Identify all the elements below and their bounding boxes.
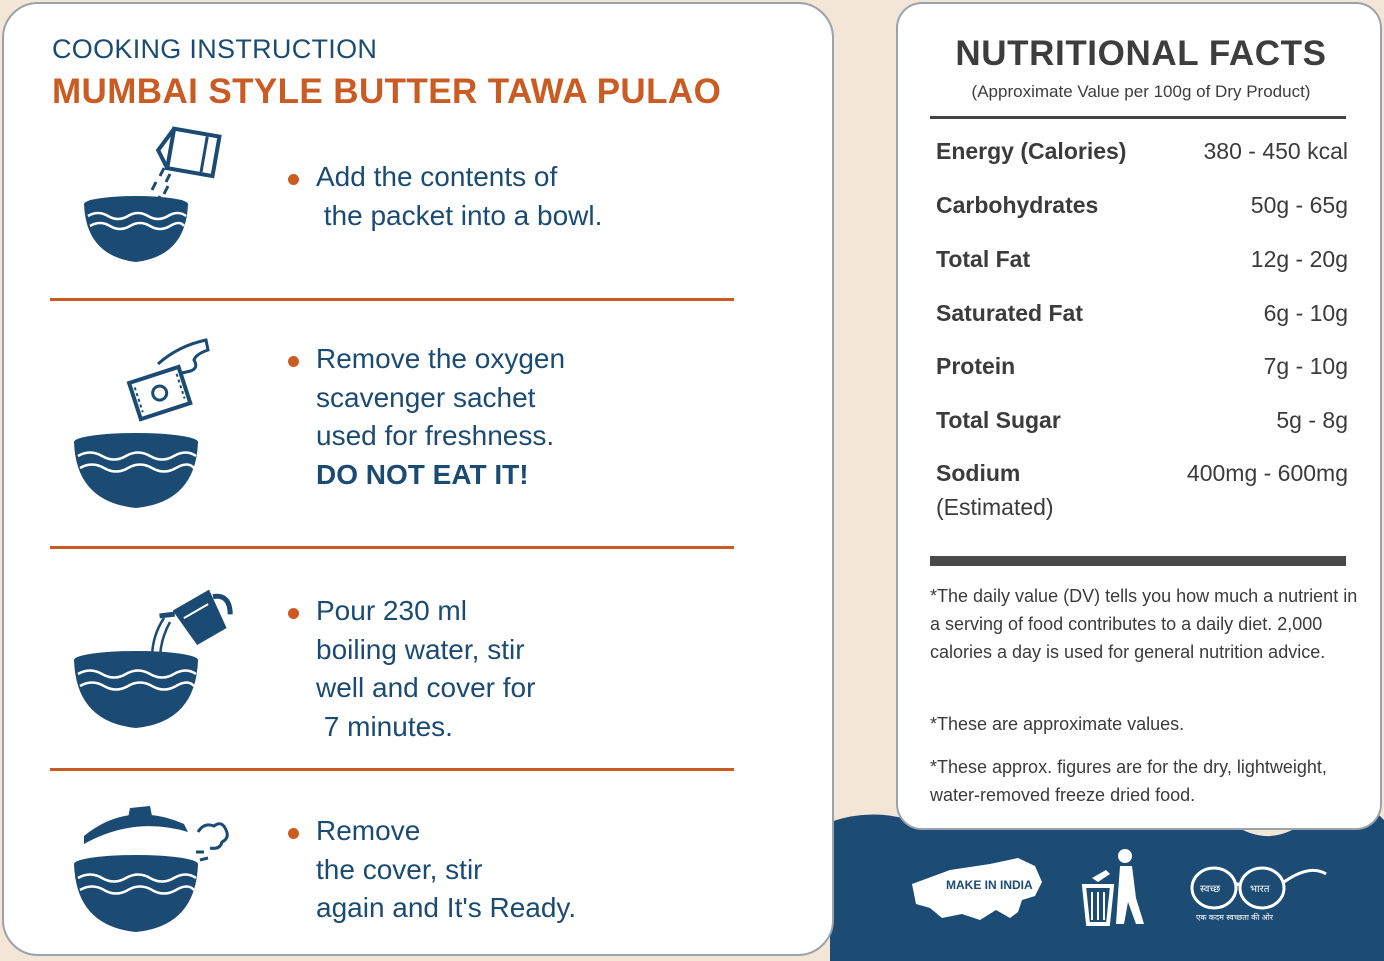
warning-text: DO NOT EAT IT! — [316, 458, 529, 490]
step-divider — [50, 546, 734, 549]
make-in-india-logo — [912, 858, 1042, 920]
logo-band — [830, 812, 1384, 961]
nutrient-value: 7g - 10g — [1263, 353, 1348, 379]
svg-text:MAKE IN INDIA: MAKE IN INDIA — [946, 878, 1033, 892]
step-bullet — [288, 174, 299, 185]
step-text: Remove the cover, stir again and It's Ready. — [316, 815, 577, 923]
svg-text:स्वच्छ: स्वच्छ — [1200, 884, 1221, 895]
nutrient-value: 380 - 450 kcal — [1203, 138, 1348, 164]
nutrient-value: 400mg - 600mg — [1186, 460, 1348, 486]
step-text: Add the contents of the packet into a bowl. — [316, 161, 603, 231]
nutrient-name: Total Fat — [936, 246, 1031, 272]
swachh-bharat-logo — [1192, 868, 1326, 922]
step-bullet — [288, 356, 299, 367]
step-bullet — [288, 608, 299, 619]
nutrient-subnote: (Estimated) — [936, 494, 1054, 520]
cooking-instruction-card — [2, 2, 834, 956]
nutrient-name: Energy (Calories) — [936, 138, 1127, 164]
nutrition-note-approx: *These are approximate values. — [930, 714, 1185, 734]
nutrition-note-dry: *These approx. figures are for the dry, lightweight, water-removed freeze dried food. — [930, 757, 1327, 805]
nutrition-subtitle: (Approximate Value per 100g of Dry Product) — [971, 82, 1311, 101]
nutrient-value: 5g - 8g — [1276, 407, 1348, 433]
step-divider — [50, 768, 734, 771]
pour-water-icon — [68, 584, 238, 734]
nutrient-value: 6g - 10g — [1263, 300, 1348, 326]
nutrient-name: Carbohydrates — [936, 192, 1099, 218]
step-bullet — [288, 828, 299, 839]
nutrition-facts-card — [896, 2, 1382, 830]
product-title: MUMBAI STYLE BUTTER TAWA PULAO — [52, 72, 722, 111]
nutrition-title: NUTRITIONAL FACTS — [955, 34, 1327, 73]
nutrient-value: 50g - 65g — [1250, 192, 1348, 218]
cooking-overline: COOKING INSTRUCTION — [52, 34, 378, 64]
nutrient-name: Sodium — [936, 460, 1021, 486]
step-divider — [50, 298, 734, 301]
nutrition-bottom-rule — [930, 556, 1346, 566]
remove-lid-icon — [68, 798, 238, 938]
nutrient-name: Saturated Fat — [936, 300, 1083, 326]
packet-into-bowl-icon — [76, 124, 226, 269]
nutrition-top-rule — [930, 116, 1346, 119]
nutrient-name: Total Sugar — [936, 407, 1061, 433]
sachet-removal-icon — [68, 336, 218, 516]
nutrient-name: Protein — [936, 353, 1016, 379]
svg-text:एक कदम स्वच्छता की ओर: एक कदम स्वच्छता की ओर — [1196, 913, 1274, 922]
tidy-man-icon — [1084, 849, 1144, 924]
step-text: Remove the oxygen scavenger sachet used for freshness. DO NOT EAT IT! — [316, 340, 565, 494]
nutrient-value: 12g - 20g — [1250, 246, 1348, 272]
nutrition-note-dv: *The daily value (DV) tells you how much a nutrient in a serving of food contributes to a daily diet. 2,000 calories a day is used for general nutrition advice. — [930, 586, 1358, 662]
svg-text:भारत: भारत — [1250, 884, 1270, 895]
step-text: Pour 230 ml boiling water, stir well and cover for 7 minutes. — [316, 595, 536, 742]
